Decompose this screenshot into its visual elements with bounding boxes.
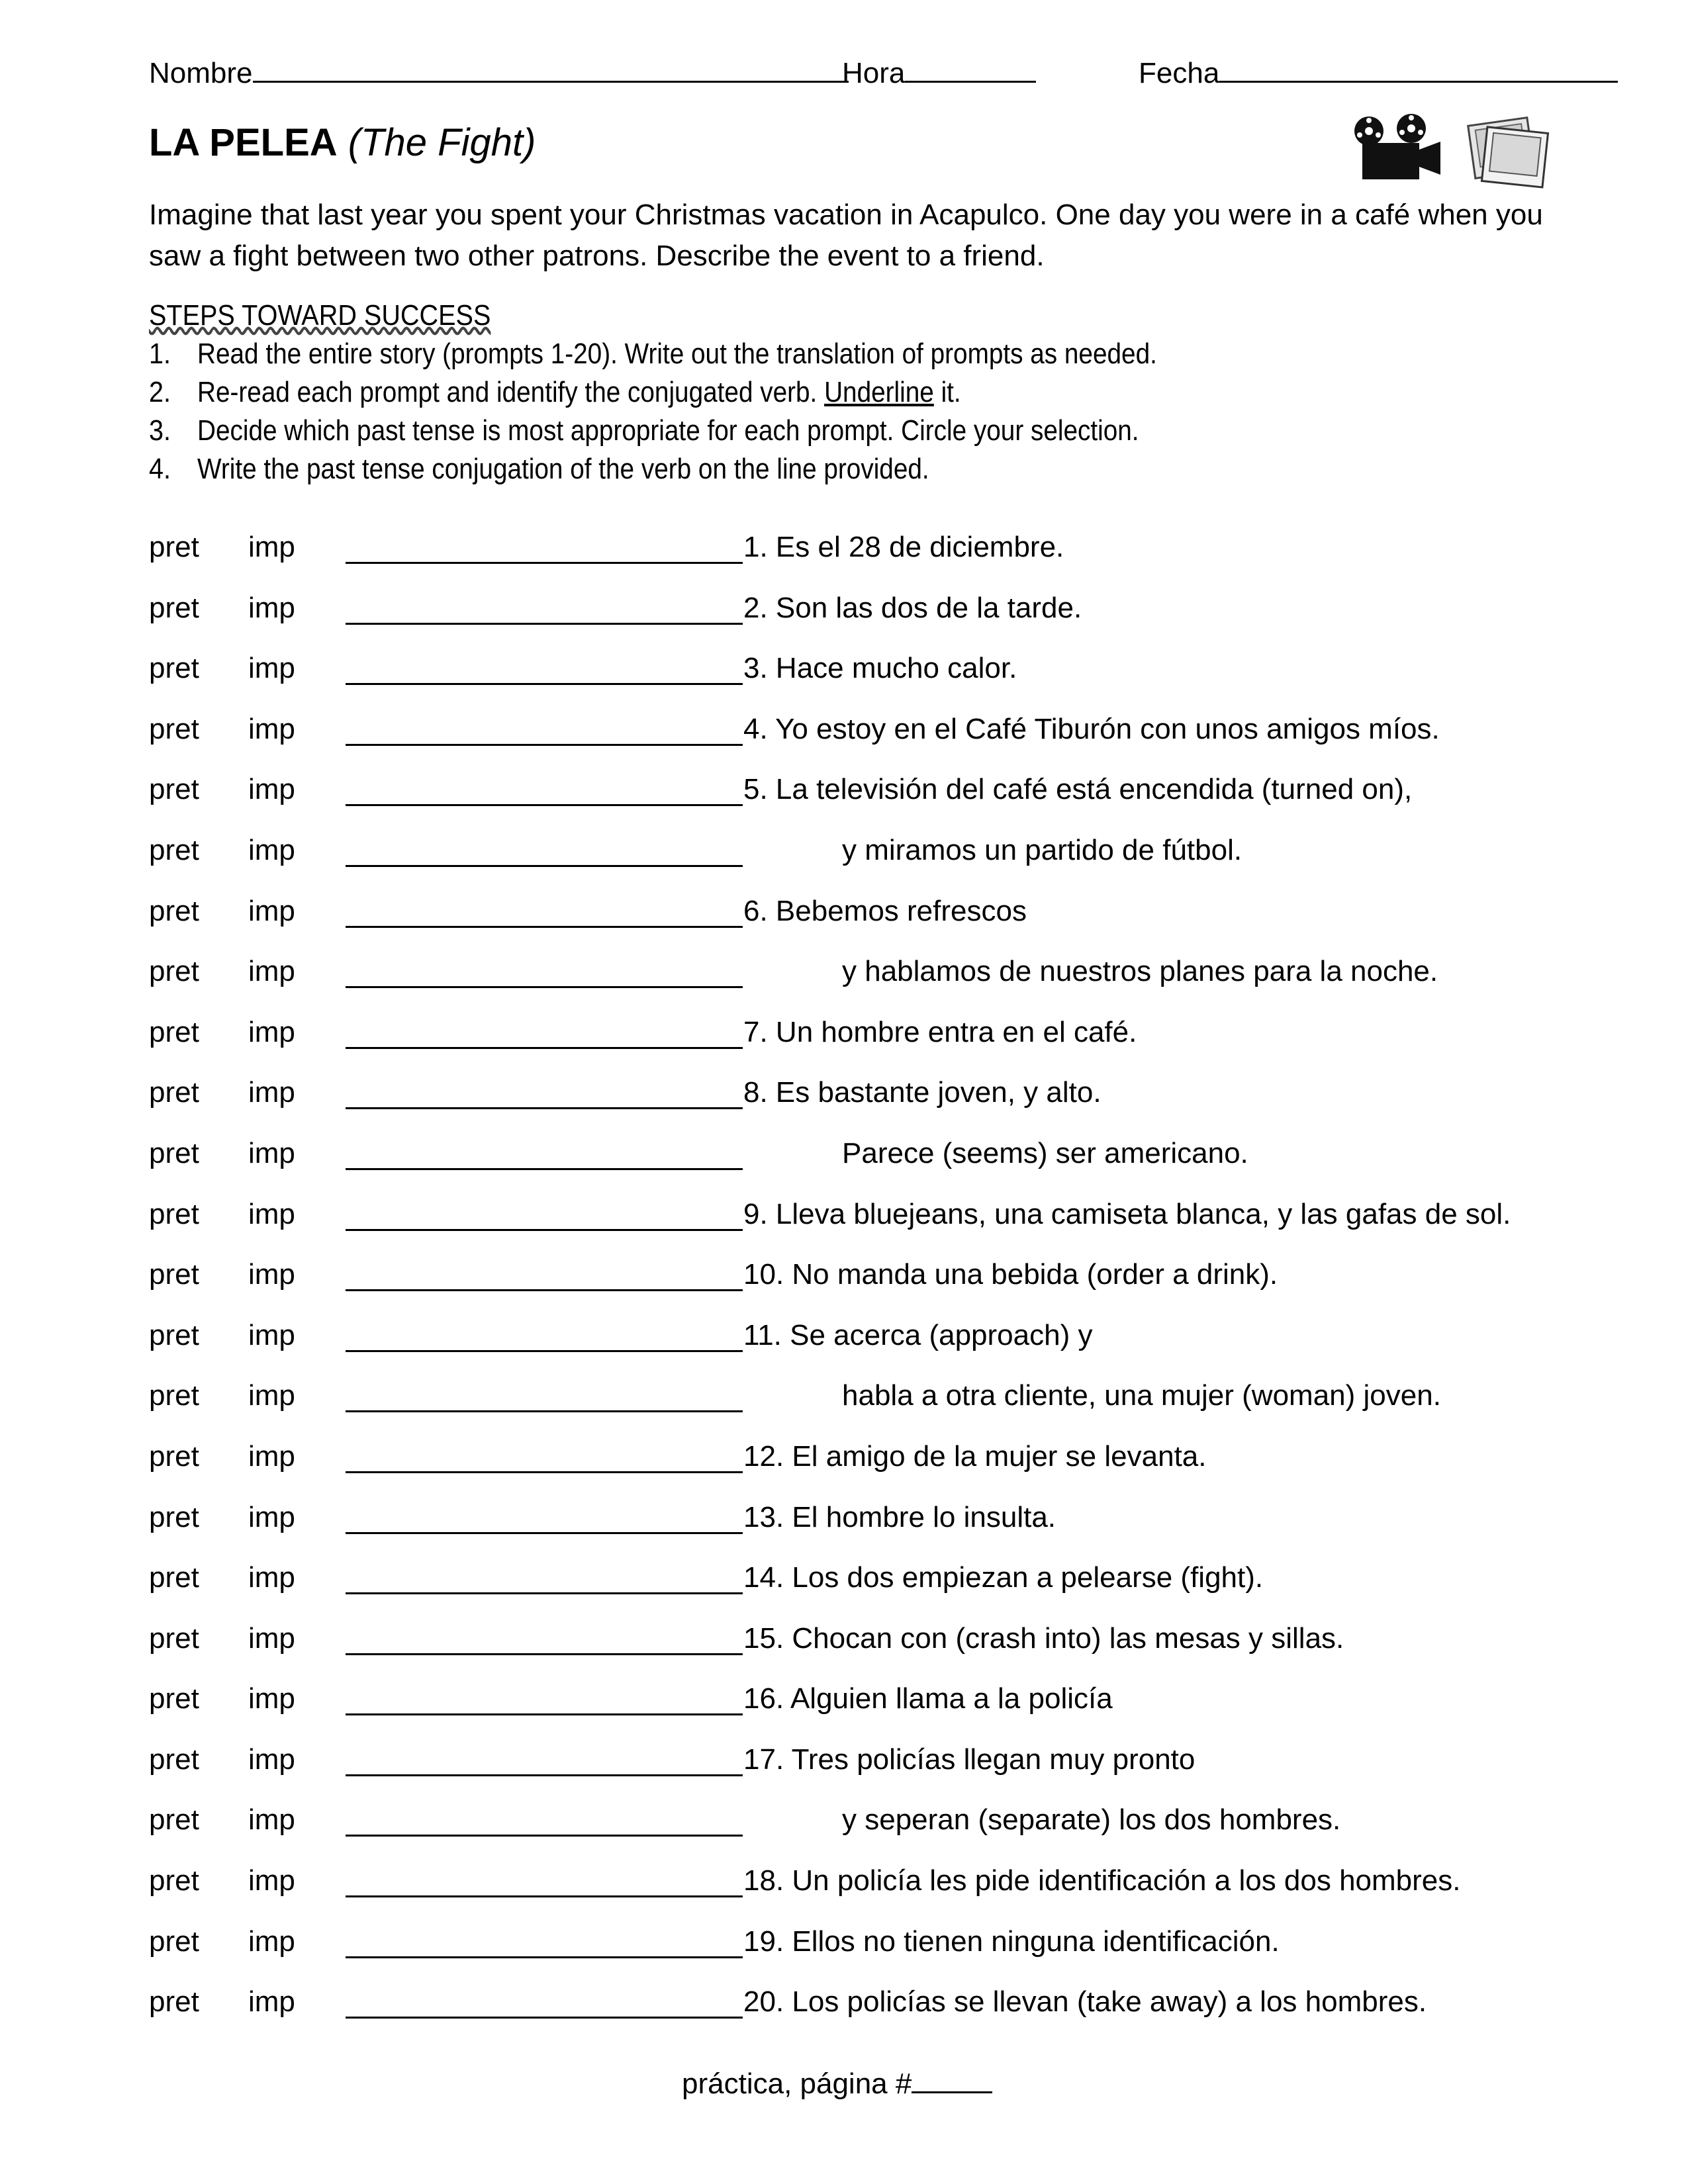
imp-choice[interactable]: imp [248,833,295,866]
answer-blank[interactable] [346,1835,743,1837]
footer [682,2062,992,2104]
pret-choice[interactable]: pret [149,1318,199,1351]
imp-choice[interactable]: imp [248,1258,295,1291]
pret-choice[interactable]: pret [149,1197,199,1230]
imp-choice[interactable]: imp [248,531,295,563]
imp-choice[interactable]: imp [248,652,295,685]
step-text-underlined: Underline [824,376,934,408]
pret-choice[interactable]: pret [149,894,199,927]
answer-blank[interactable] [346,1532,743,1534]
prompt-text: y seperan (separate) los dos hombres. [842,1803,1341,1837]
step-number: 2. [149,376,171,408]
pret-choice[interactable]: pret [149,1015,199,1048]
step-text: Read the entire story (prompts 1-20). Write out the translation of prompts as needed. [197,338,1157,370]
answer-blank[interactable] [346,562,743,564]
step-item [149,335,1552,373]
pret-choice[interactable]: pret [149,1864,199,1897]
title-main: LA PELEA [149,121,338,164]
prompt-row [0,1255,1688,1316]
prompt-row [0,1073,1688,1134]
step-text-before: Re-read each prompt and identify the conjugated verb. [197,376,825,408]
imp-choice[interactable]: imp [248,894,295,927]
nombre-field[interactable] [149,52,849,92]
answer-blank[interactable] [346,926,743,928]
answer-blank[interactable] [346,1592,743,1594]
hora-label: Hora [842,57,906,89]
step-number: 1. [149,338,171,370]
answer-blank[interactable] [346,1774,743,1776]
prompt-text: 8. Es bastante joven, y alto. [743,1076,1102,1109]
prompt-text: 1. Es el 28 de diciembre. [743,531,1064,563]
nombre-label: Nombre [149,57,253,89]
photos-icon [1460,113,1552,189]
film-projector-icon [1350,111,1450,184]
prompt-row [0,831,1688,891]
prompt-row [0,709,1688,770]
prompt-row [0,1619,1688,1680]
prompt-row [0,1800,1688,1861]
fecha-field[interactable] [1139,52,1618,92]
answer-blank[interactable] [346,1107,743,1109]
imp-choice[interactable]: imp [248,1925,295,1958]
prompt-row [0,1437,1688,1498]
pret-choice[interactable]: pret [149,1500,199,1533]
pret-choice[interactable]: pret [149,773,199,806]
pret-choice[interactable]: pret [149,833,199,866]
pret-choice[interactable]: pret [149,1379,199,1412]
imp-choice[interactable]: imp [248,1500,295,1533]
pret-choice[interactable]: pret [149,1621,199,1655]
prompt-row [0,649,1688,709]
answer-blank[interactable] [346,1229,743,1231]
prompt-row [0,1740,1688,1801]
pret-choice[interactable]: pret [149,1682,199,1715]
prompt-row [0,1679,1688,1740]
title-sub: (The Fight) [348,121,536,164]
pret-choice[interactable]: pret [149,652,199,685]
hora-field[interactable] [842,52,1036,92]
step-item [149,373,1552,412]
prompt-row [0,1376,1688,1437]
prompt-row [0,1316,1688,1377]
pret-choice[interactable]: pret [149,955,199,988]
steps-section [149,296,1552,488]
answer-blank[interactable] [346,683,743,685]
prompt-text: 10. No manda una bebida (order a drink). [743,1258,1278,1291]
answer-blank[interactable] [346,1350,743,1352]
answer-blank[interactable] [346,744,743,746]
step-text [197,373,961,412]
answer-blank[interactable] [346,1471,743,1473]
answer-blank[interactable] [346,1653,743,1655]
prompt-text: 14. Los dos empiezan a pelearse (fight). [743,1561,1264,1594]
imp-choice[interactable]: imp [248,1561,295,1594]
imp-choice[interactable]: imp [248,1015,295,1048]
answer-blank[interactable] [346,1895,743,1897]
pret-choice[interactable]: pret [149,1743,199,1776]
pret-choice[interactable]: pret [149,1439,199,1473]
prompt-text: 11. Se acerca (approach) y [743,1318,1093,1351]
prompt-text: 2. Son las dos de la tarde. [743,591,1082,624]
page-number-blank[interactable] [912,2062,992,2093]
prompt-row [0,588,1688,649]
prompt-text: 16. Alguien llama a la policía [743,1682,1113,1715]
prompt-text: 18. Un policía les pide identificación a los dos hombres. [743,1864,1461,1897]
imp-choice[interactable]: imp [248,1136,295,1169]
imp-choice[interactable]: imp [248,712,295,745]
pret-choice[interactable]: pret [149,1925,199,1958]
prompt-list [0,527,1688,2043]
prompt-row [0,1134,1688,1195]
answer-blank[interactable] [346,1289,743,1291]
prompt-text: Parece (seems) ser americano. [842,1136,1248,1169]
prompt-row [0,1558,1688,1619]
prompt-row [0,1195,1688,1255]
step-item [149,412,1552,450]
pret-choice[interactable]: pret [149,1803,199,1837]
imp-choice[interactable]: imp [248,1682,295,1715]
imp-choice[interactable]: imp [248,1318,295,1351]
pret-choice[interactable]: pret [149,1258,199,1291]
step-number: 4. [149,453,171,485]
imp-choice[interactable]: imp [248,773,295,806]
prompt-row [0,1013,1688,1073]
prompt-text: 9. Lleva bluejeans, una camiseta blanca, y las gafas de sol. [743,1197,1511,1230]
pret-choice[interactable]: pret [149,1561,199,1594]
imp-choice[interactable]: imp [248,591,295,624]
imp-choice[interactable]: imp [248,1621,295,1655]
answer-blank[interactable] [346,986,743,988]
prompt-text: 5. La televisión del café está encendida (turned on), [743,773,1413,806]
prompt-text: 15. Chocan con (crash into) las mesas y sillas. [743,1621,1344,1655]
imp-choice[interactable]: imp [248,1743,295,1776]
page-title [149,119,536,167]
imp-choice[interactable]: imp [248,1439,295,1473]
prompt-text: y hablamos de nuestros planes para la noche. [842,955,1438,988]
prompt-text: 3. Hace mucho calor. [743,652,1017,685]
answer-blank[interactable] [346,1047,743,1049]
answer-blank[interactable] [346,865,743,867]
prompt-row [0,1498,1688,1559]
prompt-text: 19. Ellos no tienen ninguna identificación. [743,1925,1280,1958]
prompt-text: 6. Bebemos refrescos [743,894,1027,927]
pret-choice[interactable]: pret [149,1136,199,1169]
prompt-text: 13. El hombre lo insulta. [743,1500,1056,1533]
step-text: Decide which past tense is most appropriate for each prompt. Circle your selection. [197,414,1139,447]
pret-choice[interactable]: pret [149,1076,199,1109]
answer-blank[interactable] [346,1168,743,1170]
steps-title: STEPS TOWARD SUCCESS [149,299,491,332]
prompt-row [0,527,1688,588]
prompt-text: 12. El amigo de la mujer se levanta. [743,1439,1207,1473]
hora-blank[interactable] [905,52,1036,83]
imp-choice[interactable]: imp [248,1803,295,1837]
step-text-after: it. [933,376,961,408]
prompt-text: 4. Yo estoy en el Café Tiburón con unos amigos míos. [743,712,1440,745]
fecha-label: Fecha [1139,57,1220,89]
pret-choice[interactable]: pret [149,531,199,563]
imp-choice[interactable]: imp [248,1076,295,1109]
imp-choice[interactable]: imp [248,1197,295,1230]
fecha-blank[interactable] [1219,52,1618,83]
imp-choice[interactable]: imp [248,1379,295,1412]
answer-blank[interactable] [346,623,743,625]
pret-choice[interactable]: pret [149,712,199,745]
nombre-blank[interactable] [253,52,849,83]
pret-choice[interactable]: pret [149,1985,199,2019]
imp-choice[interactable]: imp [248,955,295,988]
prompt-row [0,1922,1688,1983]
prompt-text: y miramos un partido de fútbol. [842,833,1243,866]
answer-blank[interactable] [346,1410,743,1412]
prompt-text: 17. Tres policías llegan muy pronto [743,1743,1196,1776]
pret-choice[interactable]: pret [149,591,199,624]
footer-label: práctica, página # [682,2068,912,2100]
prompt-row [0,1982,1688,2043]
prompt-row [0,952,1688,1013]
intro-paragraph: Imagine that last year you spent your Christmas vacation in Acapulco. One day you were in a café when you saw a fight between two other patrons. Describe the event to a friend. [149,199,1543,272]
step-text: Write the past tense conjugation of the verb on the line provided. [197,453,929,485]
prompt-row [0,770,1688,831]
prompt-text: habla a otra cliente, una mujer (woman) joven. [842,1379,1441,1412]
step-item [149,450,1552,488]
step-number: 3. [149,414,171,447]
answer-blank[interactable] [346,1956,743,1958]
imp-choice[interactable]: imp [248,1864,295,1897]
prompt-text: 20. Los policías se llevan (take away) a los hombres. [743,1985,1427,2019]
answer-blank[interactable] [346,1713,743,1715]
prompt-row [0,1861,1688,1922]
answer-blank[interactable] [346,804,743,806]
prompt-row [0,891,1688,952]
prompt-text: 7. Un hombre entra en el café. [743,1015,1137,1048]
imp-choice[interactable]: imp [248,1985,295,2019]
answer-blank[interactable] [346,2017,743,2019]
